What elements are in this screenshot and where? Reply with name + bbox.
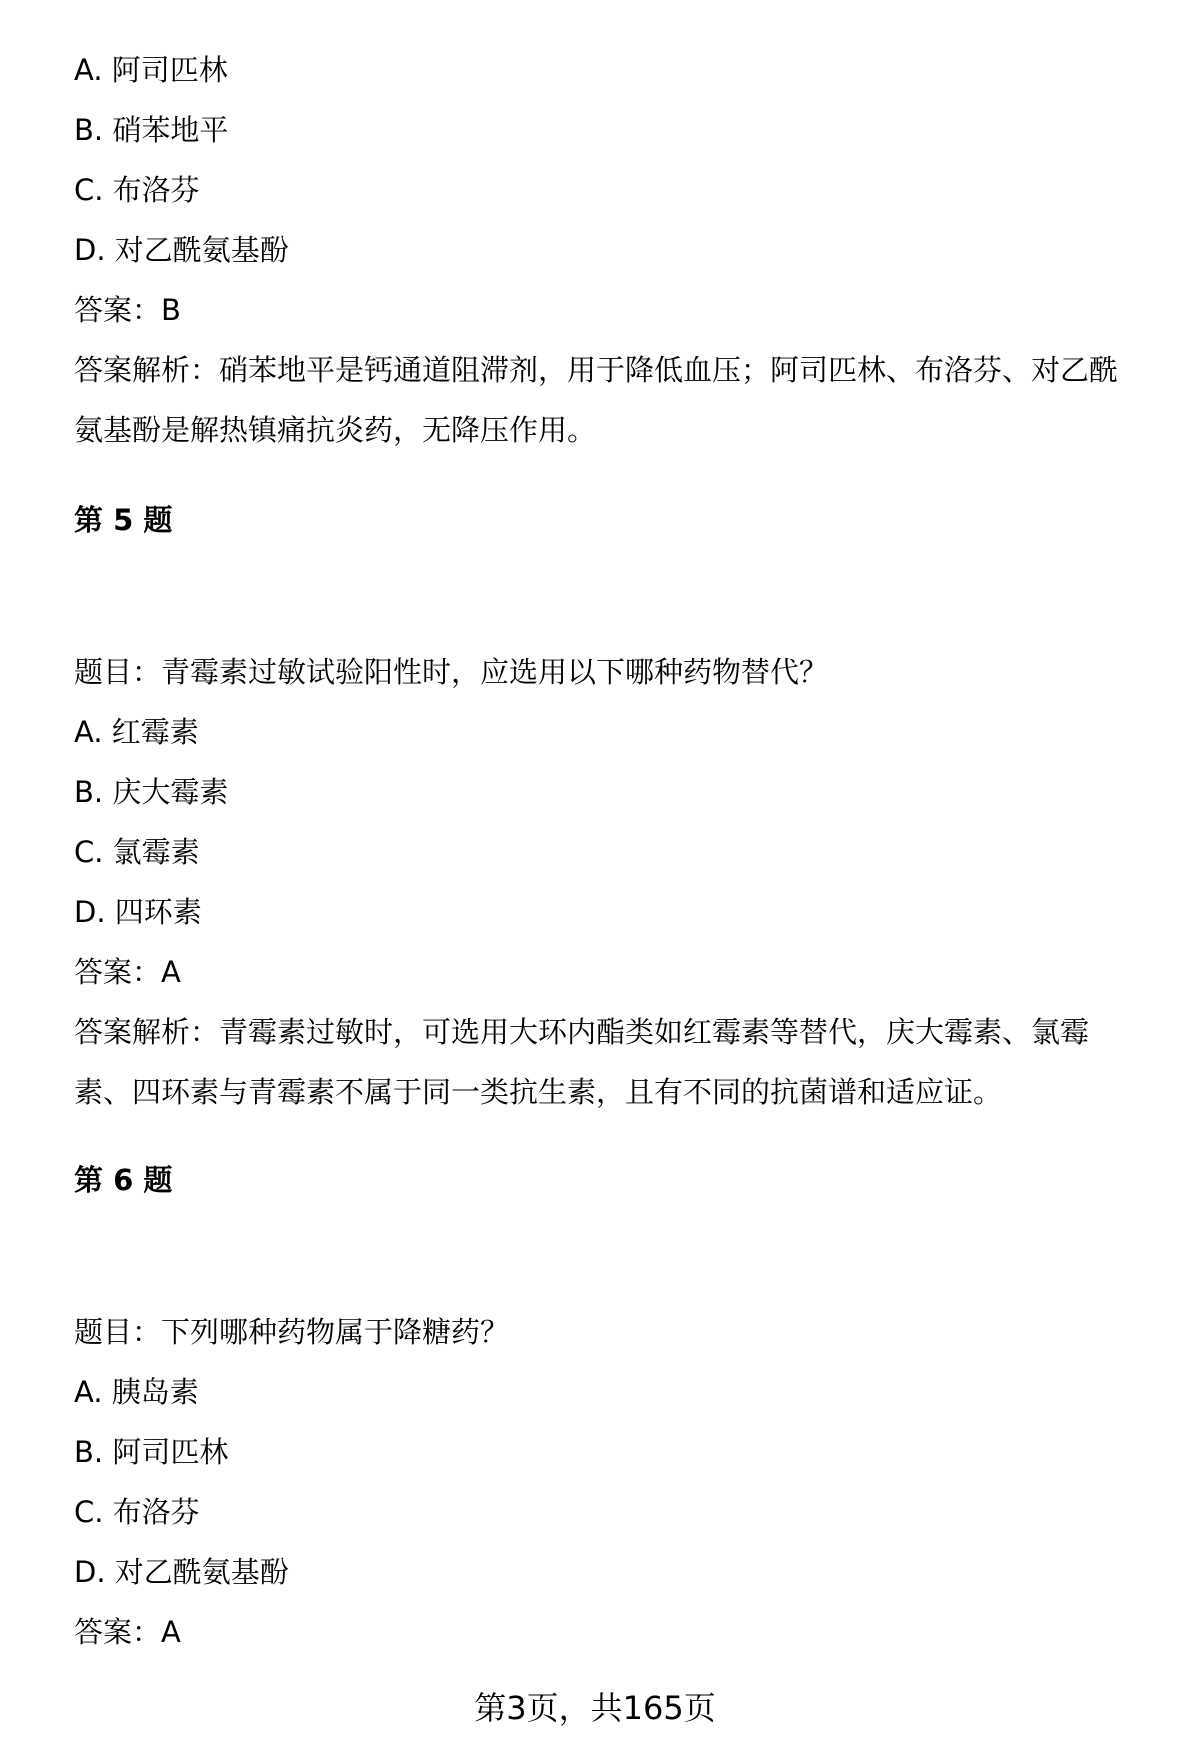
prev-explanation-line-2: 氨基酚是解热镇痛抗炎药，无降压作用。 <box>74 413 597 447</box>
prev-explanation-line-1: 答案解析：硝苯地平是钙通道阻滞剂，用于降低血压；阿司匹林、布洛芬、对乙酰 <box>74 353 1119 387</box>
question-6-option-c: C. 布洛芬 <box>74 1495 200 1529</box>
question-5-answer: 答案：A <box>74 955 181 989</box>
question-6-answer: 答案：A <box>74 1615 181 1649</box>
question-5-explanation-line-2: 素、四环素与青霉素不属于同一类抗生素，且有不同的抗菌谱和适应证。 <box>74 1075 1003 1109</box>
question-5-option-b: B. 庆大霉素 <box>74 775 229 809</box>
question-5-option-c: C. 氯霉素 <box>74 835 200 869</box>
prev-option-c: C. 布洛芬 <box>74 173 200 207</box>
question-6-option-a: A. 胰岛素 <box>74 1375 199 1409</box>
page-number: 第3页，共165页 <box>474 1689 716 1727</box>
prev-option-a: A. 阿司匹林 <box>74 53 228 87</box>
question-5-heading: 第 5 题 <box>74 503 173 537</box>
prev-option-b: B. 硝苯地平 <box>74 113 229 147</box>
question-6-option-b: B. 阿司匹林 <box>74 1435 229 1469</box>
question-5-explanation-line-1: 答案解析：青霉素过敏时，可选用大环内酯类如红霉素等替代，庆大霉素、氯霉 <box>74 1015 1090 1049</box>
question-5-option-d: D. 四环素 <box>74 895 202 929</box>
question-6-stem: 题目：下列哪种药物属于降糖药？ <box>74 1315 510 1349</box>
question-6-heading: 第 6 题 <box>74 1163 173 1197</box>
prev-option-d: D. 对乙酰氨基酚 <box>74 233 289 267</box>
question-5-stem: 题目：青霉素过敏试验阳性时，应选用以下哪种药物替代？ <box>74 655 829 689</box>
question-6-option-d: D. 对乙酰氨基酚 <box>74 1555 289 1589</box>
prev-answer: 答案：B <box>74 293 181 327</box>
question-5-option-a: A. 红霉素 <box>74 715 199 749</box>
